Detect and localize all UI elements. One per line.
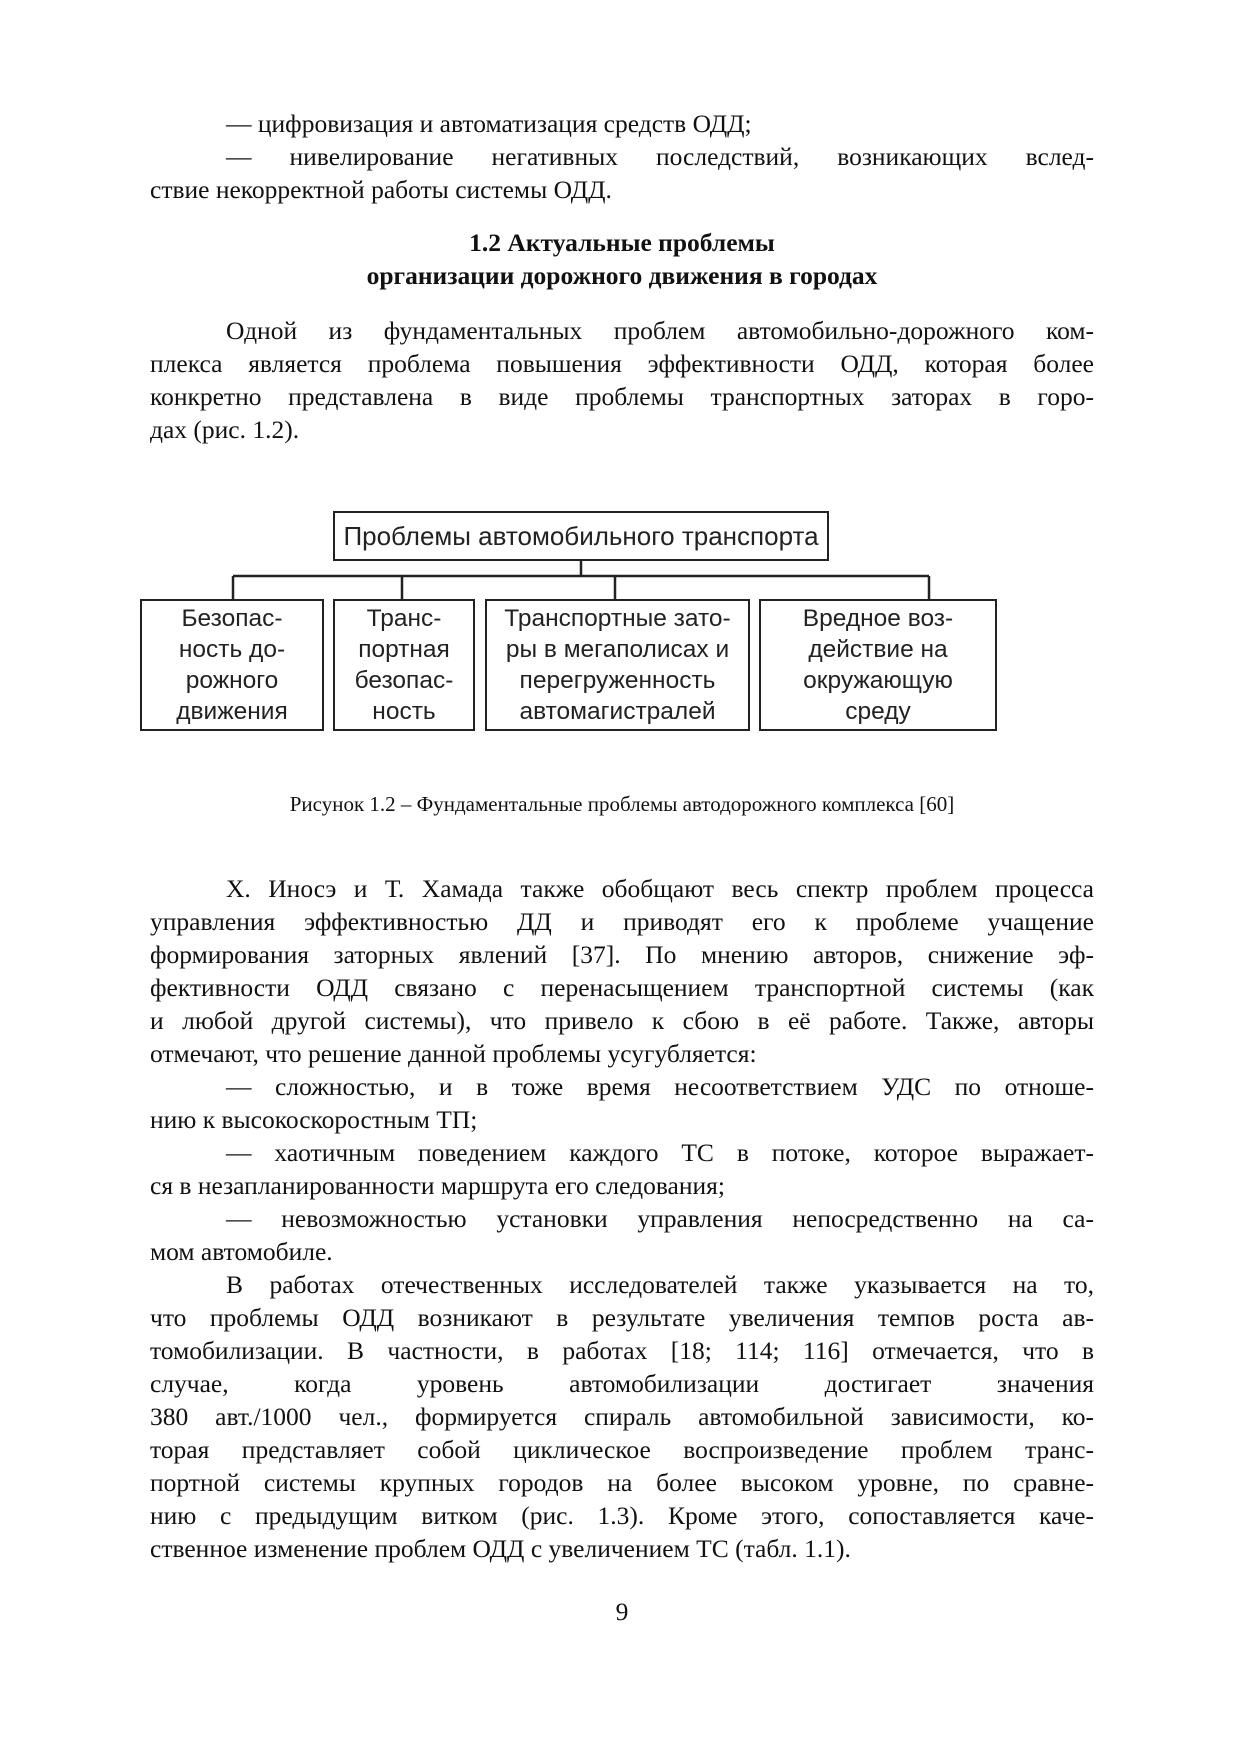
- text-line: В работах отечественных исследователей также указывается на то,: [226, 1270, 1094, 1299]
- box-line: ность: [372, 698, 436, 725]
- box-line: портная: [358, 636, 450, 663]
- text-line: плекса является проблема повышения эффективности ОДД, которая более: [150, 349, 1094, 378]
- text-line: Одной из фундаментальных проблем автомобильно-дорожного ком-: [226, 316, 1094, 345]
- diagram-box-traffic-jams: [485, 599, 750, 731]
- box-line: рожного: [185, 667, 279, 694]
- diagram-root-box: Проблемы автомобильного транспорта: [333, 511, 829, 561]
- list-item-line: ся в незапланированности маршрута его следования;: [150, 1171, 725, 1200]
- list-item-line: мом автомобиле.: [150, 1237, 333, 1266]
- paragraph-2: [150, 872, 1094, 1070]
- text-line: фективности ОДД связано с перенасыщением транспортной системы (как: [150, 973, 1094, 1002]
- text-line: управления эффективностью ДД и приводят его к проблеме учащение: [150, 907, 1094, 936]
- text-line: случае, когда уровень автомобилизации достигает значения: [150, 1369, 1094, 1398]
- list-item-line: — хаотичным поведением каждого ТС в потоке, которое выражает-: [226, 1138, 1094, 1167]
- diagram-box-environment: [759, 599, 997, 731]
- list-item-line: — невозможностью установки управления непосредственно на са-: [226, 1204, 1094, 1233]
- list-item-line: нию к высокоскоростным ТП;: [150, 1105, 478, 1134]
- box-line: действие на: [808, 636, 948, 663]
- section-title-line: организации дорожного движения в городах: [366, 261, 878, 290]
- page-number: 9: [615, 1597, 629, 1626]
- box-line: Вредное воз-: [802, 605, 954, 632]
- section-title: [150, 226, 1094, 292]
- text-line: 380 авт./1000 чел., формируется спираль автомобильной зависимости, ко-: [150, 1402, 1094, 1431]
- text-line: Х. Иносэ и Т. Хамада также обобщают весь спектр проблем процесса: [226, 874, 1094, 903]
- box-line: безопас-: [354, 667, 454, 694]
- box-line: перегруженность: [519, 667, 716, 694]
- text-line: дах (рис. 1.2).: [150, 415, 300, 444]
- box-line: среду: [845, 698, 911, 725]
- box-line: Транс-: [366, 605, 442, 632]
- intro-line: ствие некорректной работы системы ОДД.: [150, 175, 612, 204]
- text-line: портной системы крупных городов на более высоком уровне, по сравне-: [150, 1468, 1094, 1497]
- difficulties-list: [150, 1070, 1094, 1268]
- text-line: томобилизации. В частности, в работах [18; 114; 116] отмечается, что в: [150, 1336, 1094, 1365]
- paragraph-3: [150, 1268, 1094, 1565]
- diagram-box-transport-security: [333, 599, 475, 731]
- box-line: автомагистралей: [519, 698, 716, 725]
- problems-diagram: [150, 508, 1094, 778]
- diagram-box-road-safety: [140, 599, 324, 731]
- box-line: Транспортные зато-: [504, 605, 731, 632]
- box-line: Безопас-: [181, 605, 283, 632]
- intro-line: — нивелирование негативных последствий, возникающих вслед-: [226, 142, 1094, 171]
- text-line: конкретно представлена в виде проблемы транспортных заторах в горо-: [150, 382, 1094, 411]
- box-line: ры в мегаполисах и: [505, 636, 730, 663]
- intro-line: — цифровизация и автоматизация средств ОДД;: [226, 109, 752, 138]
- text-line: торая представляет собой циклическое воспроизведение проблем транс-: [150, 1435, 1094, 1464]
- text-line: ственное изменение проблем ОДД с увеличением ТС (табл. 1.1).: [150, 1534, 851, 1563]
- intro-list: [150, 107, 1094, 206]
- text-line: и любой другой системы), что привело к сбою в её работе. Также, авторы: [150, 1006, 1094, 1035]
- text-line: формирования заторных явлений [37]. По мнению авторов, снижение эф-: [150, 940, 1094, 969]
- section-title-line: 1.2 Актуальные проблемы: [469, 228, 775, 257]
- text-line: что проблемы ОДД возникают в результате увеличения темпов роста ав-: [150, 1303, 1094, 1332]
- text-line: нию с предыдущим витком (рис. 1.3). Кроме этого, сопоставляется каче-: [150, 1501, 1094, 1530]
- text-line: отмечают, что решение данной проблемы усугубляется:: [150, 1039, 757, 1068]
- paragraph-1: [150, 314, 1094, 446]
- list-item-line: — сложностью, и в тоже время несоответствием УДС по отноше-: [226, 1072, 1094, 1101]
- box-line: ность до-: [178, 636, 286, 663]
- figure-caption: Рисунок 1.2 – Фундаментальные проблемы автодорожного комплекса [60]: [289, 792, 955, 816]
- box-line: окружающую: [803, 667, 953, 694]
- box-line: движения: [176, 698, 288, 725]
